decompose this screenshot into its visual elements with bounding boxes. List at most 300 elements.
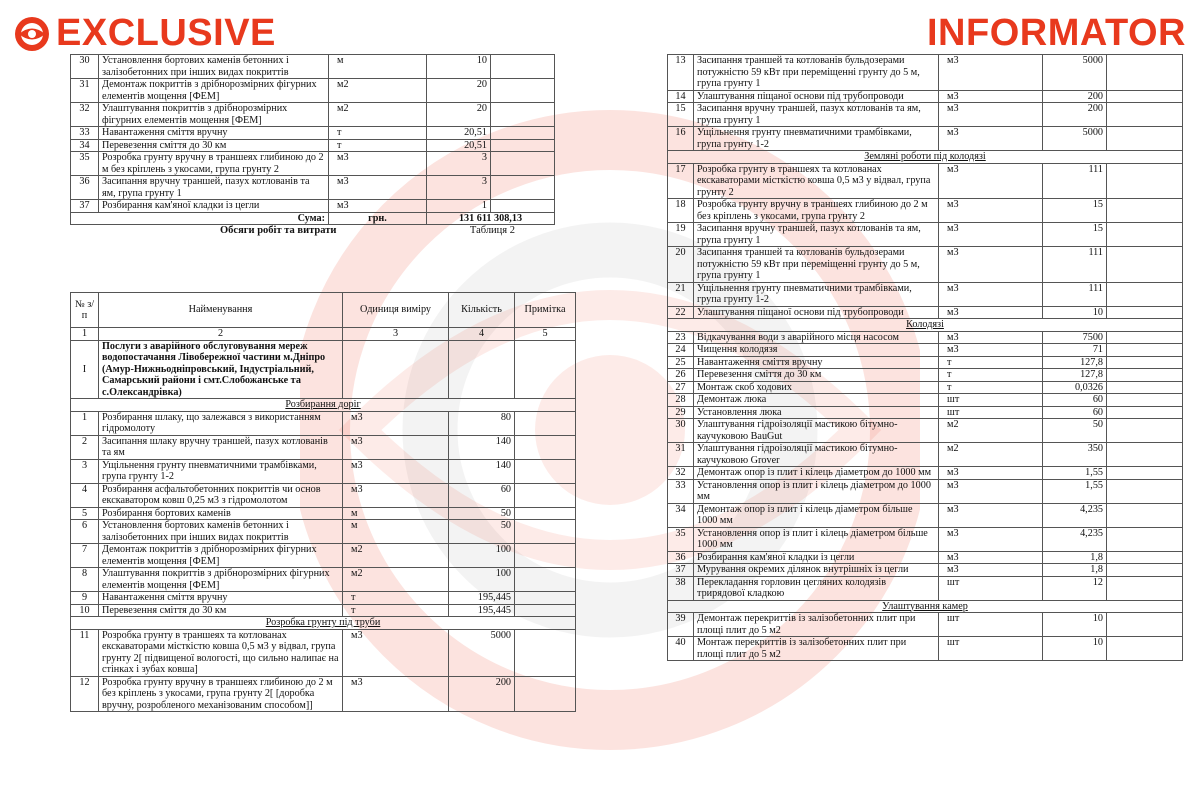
- table-row: [668, 394, 1183, 407]
- row-number: 27: [668, 381, 694, 394]
- section-header-row: [668, 319, 1183, 332]
- row-number: 36: [71, 176, 99, 200]
- row-unit: т: [939, 356, 1043, 369]
- row-quantity: 20,51: [427, 139, 491, 152]
- column-header: Найменування: [99, 293, 343, 328]
- row-name: Розбирання асфальтобетонних покриттів чи основ екскаватором ковш 0,25 м3 з гідромолотом: [99, 483, 343, 507]
- row-name: Чищення колодязя: [694, 344, 939, 357]
- row-quantity: 60: [1043, 406, 1107, 419]
- row-quantity: 200: [449, 676, 515, 712]
- row-quantity: 15: [1043, 199, 1107, 223]
- row-quantity: 60: [1043, 394, 1107, 407]
- row-unit: м3: [939, 344, 1043, 357]
- row-quantity: 140: [449, 459, 515, 483]
- table-row: [71, 139, 555, 152]
- table-row: [668, 103, 1183, 127]
- row-name: Монтаж перекриттів із залізобетонних плит при площі плит до 5 м2: [694, 637, 939, 661]
- row-quantity: 140: [449, 435, 515, 459]
- brand-name-right: INFORMATOR: [926, 12, 1186, 54]
- row-name: Розробка грунту вручну в траншеях глибиною до 2 м без кріплень з укосами, група грунту 2: [694, 199, 939, 223]
- table-row: [71, 676, 576, 712]
- table-row: [71, 544, 576, 568]
- row-quantity: 127,8: [1043, 369, 1107, 382]
- row-name: Засипання траншей та котлованів бульдозерами потужністю 59 кВт при переміщенні грунту до 5 м, група грунту 1: [694, 55, 939, 91]
- row-number: 40: [668, 637, 694, 661]
- row-name: Перевезення сміття до 30 км: [694, 369, 939, 382]
- table-row: [71, 152, 555, 176]
- row-number: 28: [668, 394, 694, 407]
- row-number: 1: [71, 411, 99, 435]
- row-number: 30: [71, 55, 99, 79]
- row-quantity: 71: [1043, 344, 1107, 357]
- section-title: Колодязі: [668, 319, 1183, 332]
- table-row: [71, 200, 555, 213]
- table-row: [668, 419, 1183, 443]
- row-note: [1107, 127, 1183, 151]
- row-unit: м2: [939, 419, 1043, 443]
- row-number: 8: [71, 568, 99, 592]
- row-name: Засипання вручну траншей, пазух котлованів та ям, група грунту 1: [694, 103, 939, 127]
- table-row: [668, 503, 1183, 527]
- row-number: 36: [668, 551, 694, 564]
- column-index: 5: [515, 328, 576, 341]
- row-number: 38: [668, 576, 694, 600]
- row-unit: т: [343, 592, 449, 605]
- table-row: [668, 564, 1183, 577]
- row-number: 31: [71, 79, 99, 103]
- caption-table-number: Таблиця 2: [469, 225, 515, 236]
- table-row: [71, 592, 576, 605]
- row-quantity: 0,0326: [1043, 381, 1107, 394]
- row-note: [515, 544, 576, 568]
- table-row: [71, 520, 576, 544]
- service-title: Послуги з аварійного обслуговування мереж водопостачання Лівобережної частини м.Дніпро (Амур-Нижньодніпровський, Індустріальний, Самарський райони і смт.Слобожанське та с.Олександрівка): [99, 340, 343, 399]
- row-note: [515, 411, 576, 435]
- row-note: [1107, 467, 1183, 480]
- table-row: [71, 507, 576, 520]
- row-number: 31: [668, 443, 694, 467]
- row-unit: м3: [939, 223, 1043, 247]
- table-row: [668, 356, 1183, 369]
- row-quantity: 10: [1043, 613, 1107, 637]
- row-unit: м3: [329, 176, 427, 200]
- row-name: Засипання шлаку вручну траншей, пазух котлованів та ям: [99, 435, 343, 459]
- row-number: 29: [668, 406, 694, 419]
- row-number: 11: [71, 629, 99, 676]
- row-note: [1107, 55, 1183, 91]
- row-quantity: 111: [1043, 163, 1107, 199]
- row-name: Ущільнення грунту пневматичними трамбівками, група грунту 1-2: [694, 127, 939, 151]
- row-number: 35: [668, 527, 694, 551]
- column-header: Кількість: [449, 293, 515, 328]
- row-quantity: 100: [449, 544, 515, 568]
- row-note: [1107, 527, 1183, 551]
- row-name: Розробка грунту в траншеях та котлованах екскаваторами місткістю ковша 0,5 м3 у відвал, група грунту 2[ підвищеної вологості, що сильно налипає на стінках і зубах ковша]: [99, 629, 343, 676]
- section-header-row: [668, 151, 1183, 164]
- row-number: 3: [71, 459, 99, 483]
- row-note: [1107, 331, 1183, 344]
- section-header-row: [71, 399, 576, 412]
- row-note: [491, 127, 555, 140]
- row-note: [1107, 163, 1183, 199]
- row-name: Демонтаж люка: [694, 394, 939, 407]
- row-unit: м3: [343, 483, 449, 507]
- row-note: [491, 176, 555, 200]
- table-row: [71, 176, 555, 200]
- row-unit: м3: [939, 199, 1043, 223]
- row-number: 19: [668, 223, 694, 247]
- row-name: Улаштування покриттів з дрібнорозмірних фігурних елементів мощення [ФЕМ]: [99, 103, 329, 127]
- row-number: 20: [668, 247, 694, 283]
- table-row: [668, 381, 1183, 394]
- table2-header-row: [71, 293, 576, 328]
- row-name: Демонтаж опор із плит і кілець діаметром більше 1000 мм: [694, 503, 939, 527]
- table-row: [71, 483, 576, 507]
- table-row: [668, 344, 1183, 357]
- row-unit: м3: [939, 479, 1043, 503]
- table-caption: [70, 225, 555, 237]
- table-row: [71, 127, 555, 140]
- row-number: 5: [71, 507, 99, 520]
- table-row: [668, 199, 1183, 223]
- table-row: [668, 223, 1183, 247]
- row-quantity: 1,55: [1043, 467, 1107, 480]
- row-name: Улаштування піщаної основи під трубопроводи: [694, 90, 939, 103]
- row-note: [1107, 282, 1183, 306]
- row-unit: м3: [939, 331, 1043, 344]
- row-unit: м3: [329, 152, 427, 176]
- sum-label: Сума:: [71, 212, 329, 225]
- row-note: [491, 103, 555, 127]
- row-note: [1107, 551, 1183, 564]
- row-name: Демонтаж опор із плит і кілець діаметром до 1000 мм: [694, 467, 939, 480]
- row-unit: м3: [939, 282, 1043, 306]
- table-row: [71, 79, 555, 103]
- table-row: [71, 411, 576, 435]
- table2-continued: [667, 54, 1183, 661]
- row-number: 24: [668, 344, 694, 357]
- table2-right: [667, 54, 1183, 661]
- row-name: Перевезення сміття до 30 км: [99, 604, 343, 617]
- row-note: [1107, 247, 1183, 283]
- row-quantity: 80: [449, 411, 515, 435]
- row-note: [515, 604, 576, 617]
- table-row: [668, 551, 1183, 564]
- row-note: [1107, 394, 1183, 407]
- row-unit: м3: [939, 90, 1043, 103]
- row-unit: м2: [939, 443, 1043, 467]
- eye-target-icon: [14, 16, 50, 52]
- table-row: [668, 479, 1183, 503]
- row-name: Відкачування води з аварійного місця насосом: [694, 331, 939, 344]
- table-row: [668, 527, 1183, 551]
- table2-index-row: [71, 328, 576, 341]
- row-note: [515, 459, 576, 483]
- row-quantity: 20,51: [427, 127, 491, 140]
- row-note: [1107, 613, 1183, 637]
- row-quantity: 5000: [1043, 127, 1107, 151]
- row-name: Монтаж скоб ходових: [694, 381, 939, 394]
- row-quantity: 127,8: [1043, 356, 1107, 369]
- row-unit: м: [343, 520, 449, 544]
- row-quantity: 100: [449, 568, 515, 592]
- table-row: [71, 568, 576, 592]
- row-unit: шт: [939, 576, 1043, 600]
- table-row: [668, 443, 1183, 467]
- row-name: Улаштування гідроізоляції мастикою бітумно-каучуковою Grover: [694, 443, 939, 467]
- row-unit: м3: [939, 103, 1043, 127]
- sum-value: 131 611 308,13: [427, 212, 555, 225]
- row-note: [515, 676, 576, 712]
- row-number: 9: [71, 592, 99, 605]
- row-number: 6: [71, 520, 99, 544]
- row-number: 26: [668, 369, 694, 382]
- row-number: 32: [71, 103, 99, 127]
- row-note: [1107, 564, 1183, 577]
- table-row: [71, 459, 576, 483]
- row-unit: м2: [343, 544, 449, 568]
- row-note: [515, 629, 576, 676]
- row-quantity: 111: [1043, 282, 1107, 306]
- brand-logo-exclusive: [14, 12, 276, 55]
- caption-title: Обсяги робіт та витрати: [220, 225, 337, 236]
- row-name: Демонтаж перекриттів із залізобетонних плит при площі плит до 5 м2: [694, 613, 939, 637]
- row-name: Установлення опор із плит і кілець діаметром більше 1000 мм: [694, 527, 939, 551]
- row-name: Демонтаж покриттів з дрібнорозмірних фігурних елементів мощення [ФЕМ]: [99, 79, 329, 103]
- brand-name-left: EXCLUSIVE: [56, 12, 276, 54]
- row-name: Розбирання кам'яної кладки із цегли: [694, 551, 939, 564]
- table-row: [668, 55, 1183, 91]
- row-unit: м3: [343, 411, 449, 435]
- row-name: Перекладання горловин цегляних колодязів трирядової кладкою: [694, 576, 939, 600]
- row-unit: м3: [939, 564, 1043, 577]
- row-number: 17: [668, 163, 694, 199]
- row-unit: т: [939, 369, 1043, 382]
- row-note: [491, 200, 555, 213]
- row-note: [491, 55, 555, 79]
- table-row: [668, 163, 1183, 199]
- table-row: [668, 90, 1183, 103]
- row-name: Установлення бортових каменів бетонних і залізобетонних при інших видах покриттів: [99, 520, 343, 544]
- row-number: 7: [71, 544, 99, 568]
- row-quantity: 60: [449, 483, 515, 507]
- row-note: [1107, 443, 1183, 467]
- row-number: 23: [668, 331, 694, 344]
- row-name: Улаштування піщаної основи під трубопроводи: [694, 306, 939, 319]
- top-left-table: [70, 54, 555, 225]
- row-unit: т: [329, 127, 427, 140]
- row-unit: м2: [329, 79, 427, 103]
- row-note: [1107, 419, 1183, 443]
- table-row: [668, 613, 1183, 637]
- row-name: Розбирання бортових каменів: [99, 507, 343, 520]
- row-note: [1107, 103, 1183, 127]
- row-note: [1107, 223, 1183, 247]
- service-number: I: [71, 340, 99, 399]
- row-name: Навантаження сміття вручну: [694, 356, 939, 369]
- column-header: Примітка: [515, 293, 576, 328]
- row-unit: м3: [939, 127, 1043, 151]
- row-note: [491, 139, 555, 152]
- service-row: [71, 340, 576, 399]
- row-name: Ущільнення грунту пневматичними трамбівками, група грунту 1-2: [99, 459, 343, 483]
- row-note: [515, 483, 576, 507]
- row-name: Установлення бортових каменів бетонних і залізобетонних при інших видах покриттів: [99, 55, 329, 79]
- row-number: 14: [668, 90, 694, 103]
- row-quantity: 1,8: [1043, 564, 1107, 577]
- row-quantity: 1,8: [1043, 551, 1107, 564]
- row-name: Перевезення сміття до 30 км: [99, 139, 329, 152]
- column-header: Одиниця виміру: [343, 293, 449, 328]
- row-quantity: 15: [1043, 223, 1107, 247]
- row-note: [1107, 381, 1183, 394]
- row-unit: м: [329, 55, 427, 79]
- row-number: 34: [668, 503, 694, 527]
- row-note: [1107, 199, 1183, 223]
- row-number: 4: [71, 483, 99, 507]
- row-number: 21: [668, 282, 694, 306]
- row-quantity: 10: [427, 55, 491, 79]
- row-unit: м3: [939, 163, 1043, 199]
- row-unit: м3: [939, 55, 1043, 91]
- column-index: 2: [99, 328, 343, 341]
- row-note: [1107, 306, 1183, 319]
- row-quantity: 5000: [449, 629, 515, 676]
- row-unit: м3: [939, 503, 1043, 527]
- column-index: 3: [343, 328, 449, 341]
- row-number: 37: [71, 200, 99, 213]
- row-quantity: 200: [1043, 90, 1107, 103]
- row-unit: шт: [939, 613, 1043, 637]
- row-number: 37: [668, 564, 694, 577]
- row-number: 30: [668, 419, 694, 443]
- column-index: 1: [71, 328, 99, 341]
- row-note: [1107, 369, 1183, 382]
- row-number: 25: [668, 356, 694, 369]
- row-name: Мурування окремих ділянок внутрішніх із цегли: [694, 564, 939, 577]
- row-number: 16: [668, 127, 694, 151]
- row-name: Засипання вручну траншей, пазух котлованів та ям, група грунту 1: [694, 223, 939, 247]
- row-unit: м: [343, 507, 449, 520]
- section-title: Розбирання доріг: [71, 399, 576, 412]
- row-number: 35: [71, 152, 99, 176]
- row-note: [515, 435, 576, 459]
- sum-row: [71, 212, 555, 225]
- column-index: 4: [449, 328, 515, 341]
- row-quantity: 4,235: [1043, 527, 1107, 551]
- row-number: 34: [71, 139, 99, 152]
- row-unit: м3: [343, 435, 449, 459]
- row-quantity: 195,445: [449, 592, 515, 605]
- row-quantity: 195,445: [449, 604, 515, 617]
- table-row: [71, 604, 576, 617]
- row-quantity: 12: [1043, 576, 1107, 600]
- row-note: [491, 152, 555, 176]
- row-number: 15: [668, 103, 694, 127]
- row-note: [491, 79, 555, 103]
- table-row: [668, 282, 1183, 306]
- row-note: [1107, 637, 1183, 661]
- row-name: Розробка грунту вручну в траншеях глибиною до 2 м без кріплень з укосами, група грунту 2: [99, 152, 329, 176]
- table-row: [71, 55, 555, 79]
- row-quantity: 50: [449, 520, 515, 544]
- row-quantity: 50: [449, 507, 515, 520]
- row-note: [515, 520, 576, 544]
- row-quantity: 3: [427, 152, 491, 176]
- row-number: 32: [668, 467, 694, 480]
- table2-left: [70, 292, 576, 712]
- row-quantity: 200: [1043, 103, 1107, 127]
- row-unit: м3: [939, 467, 1043, 480]
- row-name: Засипання траншей та котлованів бульдозерами потужністю 59 кВт при переміщенні грунту до 5 м, група грунту 1: [694, 247, 939, 283]
- table-row: [668, 406, 1183, 419]
- table-row: [71, 435, 576, 459]
- row-unit: шт: [939, 406, 1043, 419]
- table-row: [668, 331, 1183, 344]
- row-quantity: 10: [1043, 637, 1107, 661]
- row-name: Засипання вручну траншей, пазух котлованів та ям, група грунту 1: [99, 176, 329, 200]
- row-note: [1107, 576, 1183, 600]
- table2: [70, 292, 576, 712]
- row-note: [1107, 356, 1183, 369]
- row-number: 2: [71, 435, 99, 459]
- row-unit: м3: [939, 527, 1043, 551]
- section-header-row: [668, 600, 1183, 613]
- table-row: [668, 247, 1183, 283]
- row-unit: шт: [939, 394, 1043, 407]
- table-row: [668, 637, 1183, 661]
- table-row: [668, 576, 1183, 600]
- row-quantity: 1: [427, 200, 491, 213]
- row-unit: т: [329, 139, 427, 152]
- row-note: [1107, 503, 1183, 527]
- section-header-row: [71, 617, 576, 630]
- section-title: Улаштування камер: [668, 600, 1183, 613]
- row-number: 39: [668, 613, 694, 637]
- row-name: Навантаження сміття вручну: [99, 127, 329, 140]
- row-unit: м3: [343, 629, 449, 676]
- row-note: [1107, 90, 1183, 103]
- row-quantity: 10: [1043, 306, 1107, 319]
- row-name: Розбирання шлаку, що залежався з використанням гідромолоту: [99, 411, 343, 435]
- row-name: Улаштування покриттів з дрібнорозмірних фігурних елементів мощення [ФЕМ]: [99, 568, 343, 592]
- row-number: 18: [668, 199, 694, 223]
- table-row: [668, 127, 1183, 151]
- row-number: 33: [71, 127, 99, 140]
- row-name: Демонтаж покриттів з дрібнорозмірних фігурних елементів мощення [ФЕМ]: [99, 544, 343, 568]
- top-left-fragment: [70, 54, 555, 237]
- row-quantity: 1,55: [1043, 479, 1107, 503]
- table-row: [71, 629, 576, 676]
- row-name: Установлення люка: [694, 406, 939, 419]
- row-name: Ущільнення грунту пневматичними трамбівками, група грунту 1-2: [694, 282, 939, 306]
- table-row: [668, 369, 1183, 382]
- row-unit: м3: [329, 200, 427, 213]
- row-unit: м2: [343, 568, 449, 592]
- row-unit: м2: [329, 103, 427, 127]
- row-unit: м3: [343, 459, 449, 483]
- row-name: Розробка грунту вручну в траншеях глибиною до 2 м без кріплень з укосами, група грунту 2[ [доробка вручну, розробленого механізованим способом]]: [99, 676, 343, 712]
- table-row: [668, 306, 1183, 319]
- table-row: [71, 103, 555, 127]
- row-note: [515, 568, 576, 592]
- row-quantity: 20: [427, 103, 491, 127]
- row-unit: м3: [939, 247, 1043, 283]
- row-note: [1107, 406, 1183, 419]
- row-unit: т: [939, 381, 1043, 394]
- row-name: Розбирання кам'яної кладки із цегли: [99, 200, 329, 213]
- row-unit: м3: [939, 551, 1043, 564]
